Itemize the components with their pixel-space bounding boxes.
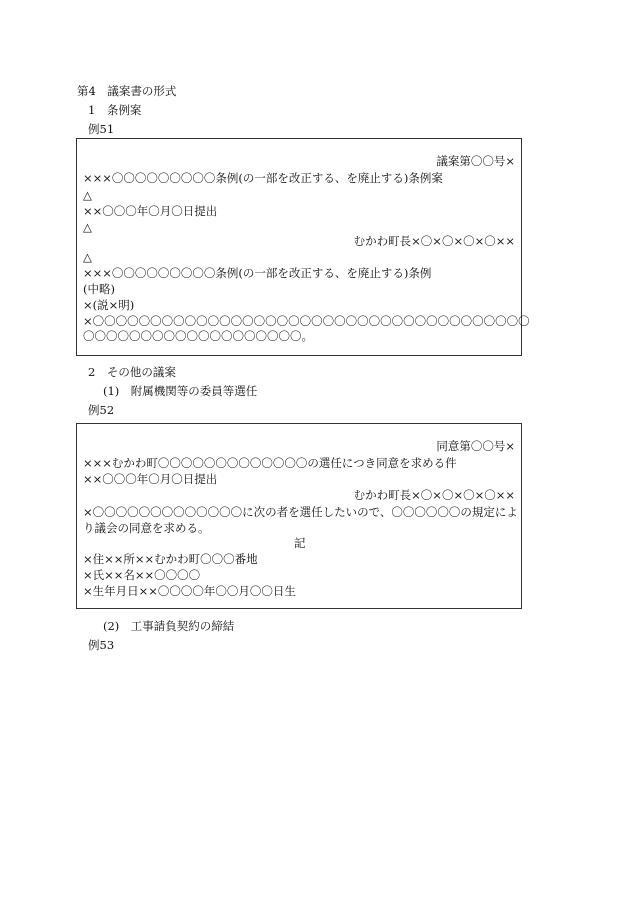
- subsection-ordinance: 1 条例案: [88, 103, 142, 117]
- bill-title: ×××〇〇〇〇〇〇〇〇〇条例(の一部を改正する、を廃止する)条例案: [83, 171, 443, 185]
- example-box-51: [76, 138, 530, 356]
- note-heading: 記: [294, 536, 306, 550]
- submission-date: ××〇〇〇年〇月〇日提出: [83, 472, 218, 486]
- item-committee-appointment: (1) 附属機関等の委員等選任: [103, 384, 258, 398]
- consent-number: 同意第〇〇号×: [436, 439, 515, 453]
- consent-body: ×〇〇〇〇〇〇〇〇〇〇〇〇〇に次の者を選任したいので、〇〇〇〇〇〇の規定によ: [83, 505, 518, 519]
- omitted-note: (中略): [83, 282, 115, 296]
- blank-marker: △: [83, 220, 92, 234]
- bill-number: 議案第〇〇号×: [436, 154, 515, 168]
- nominee-birth: ×生年月日××〇〇〇〇年〇〇月〇〇日生: [83, 584, 296, 598]
- explanation-text: 〇〇〇〇〇〇〇〇〇〇〇〇〇〇〇〇〇〇〇。: [83, 329, 313, 343]
- explanation-heading: ×(説×明): [83, 298, 135, 312]
- explanation-text: ×〇〇〇〇〇〇〇〇〇〇〇〇〇〇〇〇〇〇〇〇〇〇〇〇〇〇〇〇〇〇〇〇〇〇〇〇〇〇: [83, 314, 530, 328]
- blank-marker: △: [83, 250, 92, 264]
- example-label-53: 例53: [88, 638, 115, 652]
- section-heading: 第4 議案書の形式: [77, 84, 177, 98]
- item-construction-contract: (2) 工事請負契約の締結: [103, 619, 235, 633]
- subsection-other: 2 その他の議案: [88, 365, 176, 379]
- submission-date: ××〇〇〇年〇月〇日提出: [83, 204, 218, 218]
- example-box-52: [76, 423, 522, 609]
- blank-marker: △: [83, 188, 92, 202]
- ordinance-title: ×××〇〇〇〇〇〇〇〇〇条例(の一部を改正する、を廃止する)条例: [83, 266, 432, 280]
- example-label-51: 例51: [88, 122, 115, 136]
- submitter: むかわ町長×〇×〇×〇×〇××: [353, 488, 515, 502]
- nominee-name: ×氏××名××〇〇〇〇: [83, 568, 201, 582]
- consent-title: ×××むかわ町〇〇〇〇〇〇〇〇〇〇〇〇〇の選任につき同意を求める件: [83, 456, 457, 470]
- example-label-52: 例52: [88, 403, 115, 417]
- consent-body: り議会の同意を求める。: [83, 521, 210, 535]
- nominee-address: ×住××所××むかわ町〇〇〇番地: [83, 552, 258, 566]
- submitter: むかわ町長×〇×〇×〇×〇××: [353, 234, 515, 248]
